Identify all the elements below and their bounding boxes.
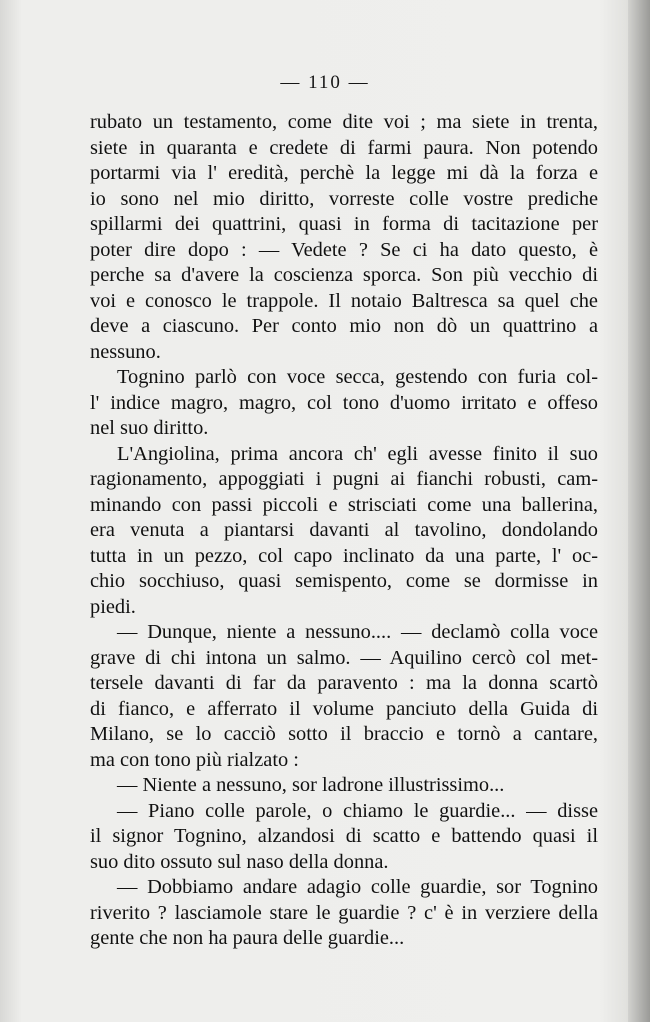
page-gutter-shadow — [628, 0, 650, 1022]
text-line: di fianco, e afferrato il volume panciuto della Guida di — [90, 697, 598, 720]
text-line: riverito ? lasciamole stare le guardie ? c' è in verziere della — [90, 901, 598, 924]
paragraph — [90, 442, 598, 621]
text-line: deve a ciascuno. Per conto mio non dò un quattrino a — [90, 315, 598, 337]
text-line: piedi. — [90, 595, 136, 618]
text-line: voi e conosco le trappole. Il notaio Baltresca sa quel che — [90, 289, 598, 312]
text-line: chio socchiuso, quasi semispento, come se dormisse in — [90, 570, 598, 592]
paragraph — [90, 365, 598, 442]
text-line: suo dito ossuto sul naso della donna. — [90, 850, 389, 873]
text-line: perche sa d'avere la coscienza sporca. Son più vecchio di — [90, 264, 598, 286]
paragraph — [90, 875, 598, 952]
text-line: nessuno. — [90, 340, 161, 363]
text-line: nel suo diritto. — [90, 417, 209, 439]
text-line: Tognino parlò con voce secca, gestendo con furia col- — [117, 366, 598, 388]
text-line: rubato un testamento, come dite voi ; ma siete in trenta, — [90, 111, 598, 133]
body-text — [90, 110, 598, 952]
text-line: spillarmi dei quattrini, quasi in forma di tacitazione per — [90, 213, 598, 235]
text-line: — Dunque, niente a nessuno.... — declamò colla voce — [117, 621, 598, 643]
paragraph — [90, 620, 598, 773]
text-line: io sono nel mio diritto, vorreste colle vostre prediche — [90, 187, 598, 210]
text-line: minando con passi piccoli e strisciati come una ballerina, — [90, 493, 598, 516]
text-line: — Dobbiamo andare adagio colle guardie, sor Tognino — [117, 876, 598, 898]
text-line: gente che non ha paura delle guardie... — [90, 927, 405, 949]
paragraph — [90, 110, 598, 365]
text-line: il signor Tognino, alzandosi di scatto e battendo quasi il — [90, 825, 598, 847]
text-line: ma con tono più rialzato : — [90, 748, 299, 771]
text-line: l' indice magro, magro, col tono d'uomo irritato e offeso — [90, 391, 598, 414]
text-line: era venuta a piantarsi davanti al tavolino, dondolando — [90, 519, 598, 541]
text-line: ragionamento, appoggiati i pugni ai fianchi robusti, cam- — [90, 468, 598, 490]
text-line: portarmi via l' eredità, perchè la legge mi dà la forza e — [90, 162, 598, 184]
text-line: grave di chi intona un salmo. — Aquilino cercò col met- — [90, 646, 598, 669]
text-line: L'Angiolina, prima ancora ch' egli avesse finito il suo — [117, 442, 598, 465]
text-line: poter dire dopo : — Vedete ? Se ci ha dato questo, è — [90, 238, 598, 261]
paragraph — [90, 799, 598, 876]
paragraph — [90, 773, 598, 799]
page-number: — 110 — — [280, 72, 370, 93]
text-line: Milano, se lo cacciò sotto il braccio e tornò a cantare, — [90, 723, 598, 745]
text-line: siete in quaranta e credete di farmi paura. Non potendo — [90, 136, 598, 159]
text-line: tersele davanti di far da paravento : ma la donna scartò — [90, 672, 598, 694]
text-line: tutta in un pezzo, col capo inclinato da una parte, l' oc- — [90, 544, 598, 567]
text-line: — Niente a nessuno, sor ladrone illustrissimo... — [117, 774, 505, 796]
text-line: — Piano colle parole, o chiamo le guardie... — disse — [117, 799, 598, 822]
